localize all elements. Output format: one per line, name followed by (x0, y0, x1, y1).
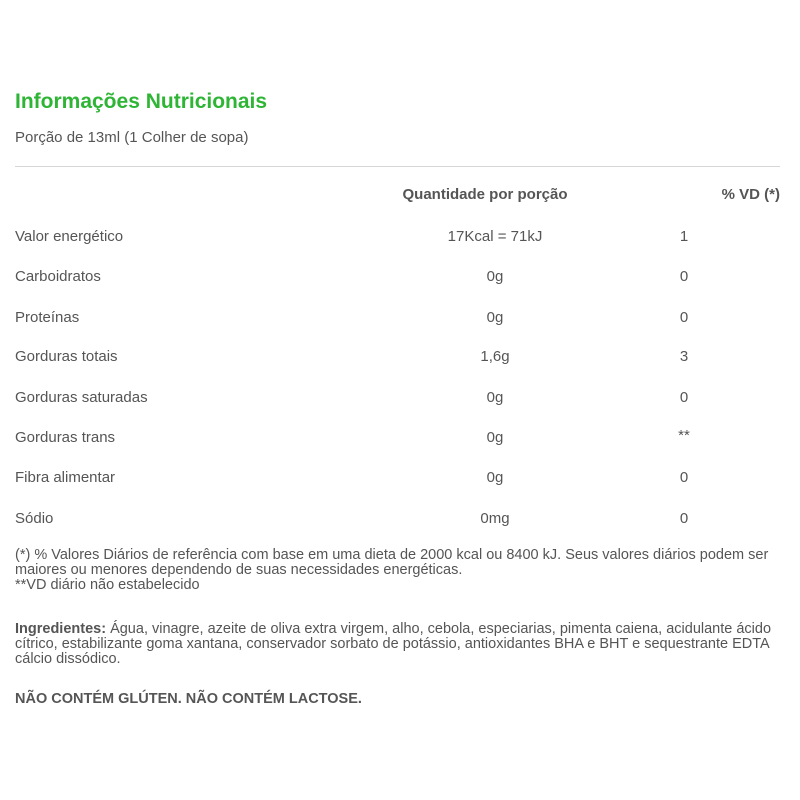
row-quantity: 0g (486, 429, 504, 446)
row-daily-value: 1 (679, 228, 689, 245)
row-daily-value: 0 (679, 309, 689, 326)
ingredients-text: Água, vinagre, azeite de oliva extra virgem, alho, cebola, especiarias, pimenta caiena, acidulante ácido cítrico, estabilizante goma xantana, conservador sorbato de potássio, antioxidantes BHA e BHT e sequestrante EDTA cálcio dissódico. (15, 621, 772, 667)
row-quantity: 0g (486, 268, 504, 285)
footnote-daily-values: (*) % Valores Diários de referência com base em uma dieta de 2000 kcal ou 8400 kJ. Seus valores diários podem ser maiores ou menores dependendo de suas necessidades energéticas. (15, 547, 769, 578)
serving-size: Porção de 13ml (1 Colher de sopa) (15, 129, 249, 146)
row-quantity: 0g (486, 469, 504, 486)
row-daily-value: 3 (679, 348, 689, 365)
ingredients-label: Ingredientes: (15, 621, 107, 637)
row-daily-value: ** (678, 427, 690, 444)
row-name: Carboidratos (15, 268, 101, 285)
row-daily-value: 0 (679, 510, 689, 527)
row-name: Fibra alimentar (15, 469, 116, 486)
footnotes (15, 548, 785, 593)
page-title: Informações Nutricionais (15, 90, 268, 113)
row-name: Proteínas (15, 309, 80, 326)
row-name: Gorduras trans (15, 429, 116, 446)
row-quantity: 0g (486, 389, 504, 406)
row-quantity: 1,6g (480, 348, 510, 365)
footnote-not-established: **VD diário não estabelecido (15, 577, 200, 593)
row-name: Valor energético (15, 228, 124, 245)
row-quantity: 0mg (480, 510, 510, 527)
row-quantity: 0g (486, 309, 504, 326)
header-quantity: Quantidade por porção (402, 186, 568, 203)
allergen-notice: NÃO CONTÉM GLÚTEN. NÃO CONTÉM LACTOSE. (15, 691, 362, 707)
row-quantity: 17Kcal = 71kJ (447, 228, 543, 245)
row-daily-value: 0 (679, 268, 689, 285)
header-daily-value: % VD (*) (721, 186, 780, 203)
row-name: Gorduras totais (15, 348, 118, 365)
row-daily-value: 0 (679, 389, 689, 406)
row-daily-value: 0 (679, 469, 689, 486)
divider (15, 166, 780, 167)
row-name: Sódio (15, 510, 54, 527)
row-name: Gorduras saturadas (15, 389, 148, 406)
ingredients (15, 622, 785, 667)
